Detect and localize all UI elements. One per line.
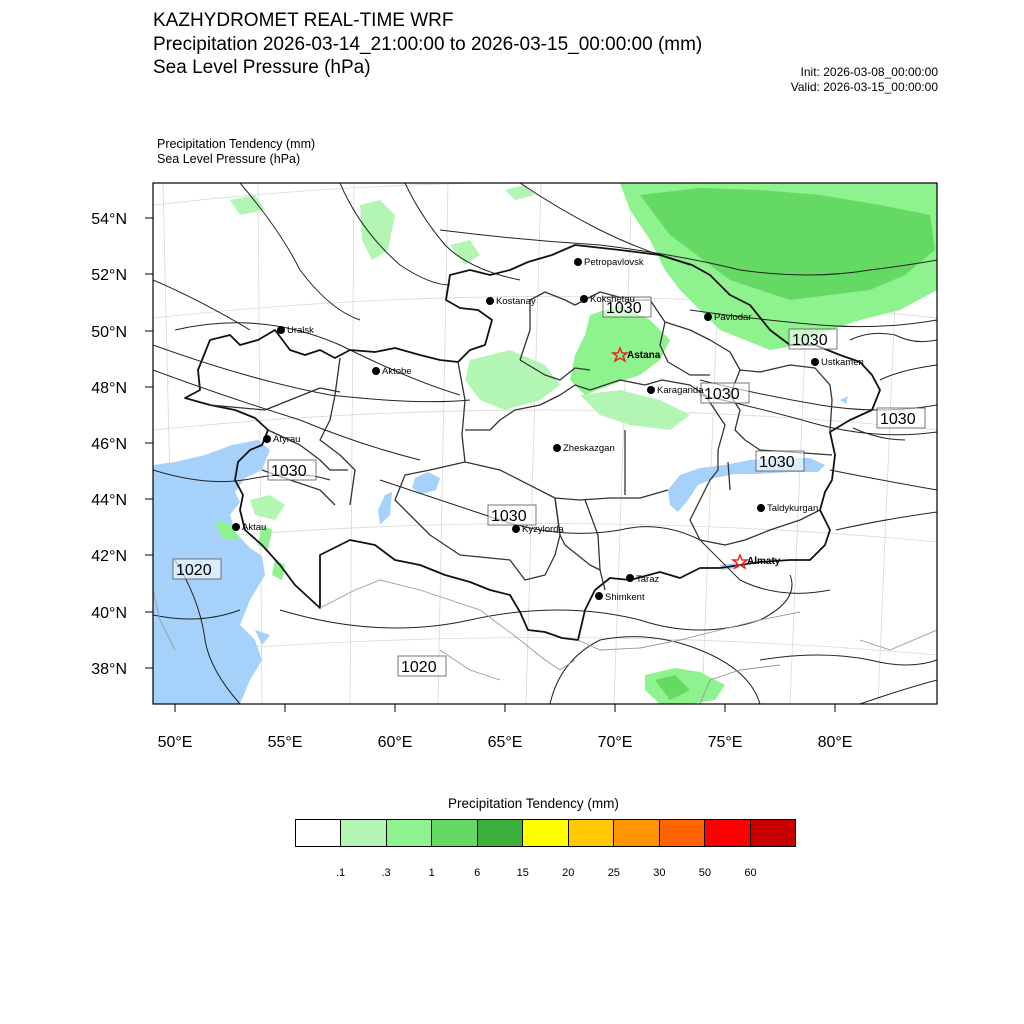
isobar-label: 1030: [759, 454, 795, 471]
city-uralsk: [277, 325, 314, 336]
city-label: Atyrau: [273, 434, 301, 445]
city-dot-icon: [704, 313, 712, 321]
isobar-label: 1030: [271, 463, 307, 480]
isobar-label: 1030: [491, 508, 527, 525]
city-ustkamen: [811, 357, 864, 368]
city-dot-icon: [232, 523, 240, 531]
city-almaty: [733, 555, 781, 568]
city-label: Karaganda: [657, 385, 704, 396]
city-label: Aktau: [242, 522, 267, 533]
lat-label: 44°N: [91, 492, 127, 509]
city-kostanay: [486, 296, 536, 307]
city-dot-icon: [263, 435, 271, 443]
aral-sea: [412, 472, 440, 494]
lat-label: 40°N: [91, 605, 127, 622]
city-label: Petropavlovsk: [584, 257, 644, 268]
colorbar-tick-label: 15: [516, 867, 529, 879]
colorbar: [295, 819, 796, 847]
valid-time: Valid: 2026-03-15_00:00:00: [790, 80, 938, 94]
aral-sea-south: [378, 492, 392, 525]
colorbar-title: Precipitation Tendency (mm): [448, 796, 619, 811]
colorbar-tick-label: 1: [428, 867, 435, 879]
city-karaganda: [647, 385, 704, 396]
capital-star-icon: [733, 555, 747, 568]
colorbar-swatch: [568, 820, 613, 846]
city-aktobe: [372, 366, 412, 377]
lat-label: 48°N: [91, 380, 127, 397]
colorbar-swatch: [296, 820, 340, 846]
colorbar-swatch: [386, 820, 431, 846]
isobar-label: 1020: [176, 562, 212, 579]
city-taldykurgan: [757, 503, 818, 514]
lon-label: 60°E: [377, 734, 413, 751]
colorbar-swatch: [750, 820, 795, 846]
map-subtitle-2: Sea Level Pressure (hPa): [157, 152, 301, 166]
isobar-labels: [173, 297, 925, 676]
title-line-2: Precipitation 2026-03-14_21:00:00 to 2026-03-15_00:00:00 (mm): [153, 34, 703, 55]
city-dot-icon: [757, 504, 765, 512]
isobar-label: 1030: [704, 386, 740, 403]
city-aktau: [232, 522, 266, 533]
city-dot-icon: [647, 386, 655, 394]
city-label: Kokshetau: [590, 294, 635, 305]
city-kokshetau: [580, 294, 635, 305]
city-label: Kyzylorda: [522, 524, 564, 535]
lat-label: 42°N: [91, 548, 127, 565]
city-dot-icon: [372, 367, 380, 375]
colorbar-tick-label: 60: [744, 867, 757, 879]
city-label: Almaty: [747, 556, 781, 567]
city-petropavlovsk: [574, 257, 644, 268]
title-line-1: KAZHYDROMET REAL-TIME WRF: [153, 10, 454, 31]
neighbor-borders: [153, 580, 937, 704]
isobar-label: 1030: [880, 411, 916, 428]
colorbar-swatch: [704, 820, 749, 846]
colorbar-swatch: [431, 820, 476, 846]
init-time: Init: 2026-03-08_00:00:00: [800, 65, 938, 79]
isobar-label: 1030: [606, 300, 642, 317]
map-content: [153, 183, 937, 705]
isobar-label: 1020: [401, 659, 437, 676]
city-label: Ustkamen: [821, 357, 864, 368]
city-label: Kostanay: [496, 296, 536, 307]
city-label: Astana: [627, 350, 661, 361]
lat-label: 50°N: [91, 324, 127, 341]
colorbar-tick-label: .3: [381, 867, 391, 879]
colorbar-tick-label: 25: [607, 867, 620, 879]
city-dot-icon: [277, 326, 285, 334]
colorbar-swatch: [659, 820, 704, 846]
lon-label: 75°E: [707, 734, 743, 751]
longitude-labels: [158, 734, 853, 751]
city-dot-icon: [574, 258, 582, 266]
city-dot-icon: [811, 358, 819, 366]
map-subtitle-1: Precipitation Tendency (mm): [157, 137, 316, 151]
colorbar-swatch: [477, 820, 522, 846]
city-dot-icon: [595, 592, 603, 600]
colorbar-tick-label: 30: [653, 867, 666, 879]
colorbar-tick-label: 50: [698, 867, 712, 879]
lat-label: 52°N: [91, 267, 127, 284]
lat-label: 46°N: [91, 436, 127, 453]
lat-label: 54°N: [91, 211, 127, 228]
lon-label: 50°E: [157, 734, 193, 751]
colorbar-swatch: [522, 820, 567, 846]
lon-label: 55°E: [267, 734, 303, 751]
city-label: Pavlodar: [714, 312, 752, 323]
city-dot-icon: [626, 574, 634, 582]
city-dot-icon: [486, 297, 494, 305]
city-taraz: [626, 574, 659, 585]
colorbar-tick-label: .1: [335, 867, 346, 879]
water-bodies: [153, 396, 848, 704]
colorbar-swatch: [340, 820, 385, 846]
lat-label: 38°N: [91, 661, 127, 678]
city-label: Taraz: [636, 574, 660, 585]
city-label: Taldykurgan: [767, 503, 819, 514]
colorbar-tick-label: 6: [474, 867, 481, 879]
isobar-label: 1030: [792, 332, 828, 349]
lon-label: 65°E: [487, 734, 523, 751]
city-dot-icon: [512, 525, 520, 533]
city-zheskazgan: [553, 443, 615, 454]
lon-label: 70°E: [597, 734, 633, 751]
lon-label: 80°E: [817, 734, 853, 751]
caspian-shore-east: [255, 630, 270, 645]
city-atyrau: [263, 434, 300, 445]
colorbar-tick-label: 20: [562, 867, 575, 879]
city-dot-icon: [580, 295, 588, 303]
city-label: Zheskazgan: [563, 443, 615, 454]
latitude-labels: [91, 211, 127, 678]
city-label: Shimkent: [605, 592, 645, 603]
title-line-3: Sea Level Pressure (hPa): [153, 57, 371, 78]
city-shimkent: [595, 592, 645, 603]
colorbar-swatch: [613, 820, 658, 846]
city-label: Aktobe: [382, 366, 412, 377]
city-dot-icon: [553, 444, 561, 452]
lake-zaysan: [840, 396, 848, 404]
city-label: Uralsk: [287, 325, 314, 336]
